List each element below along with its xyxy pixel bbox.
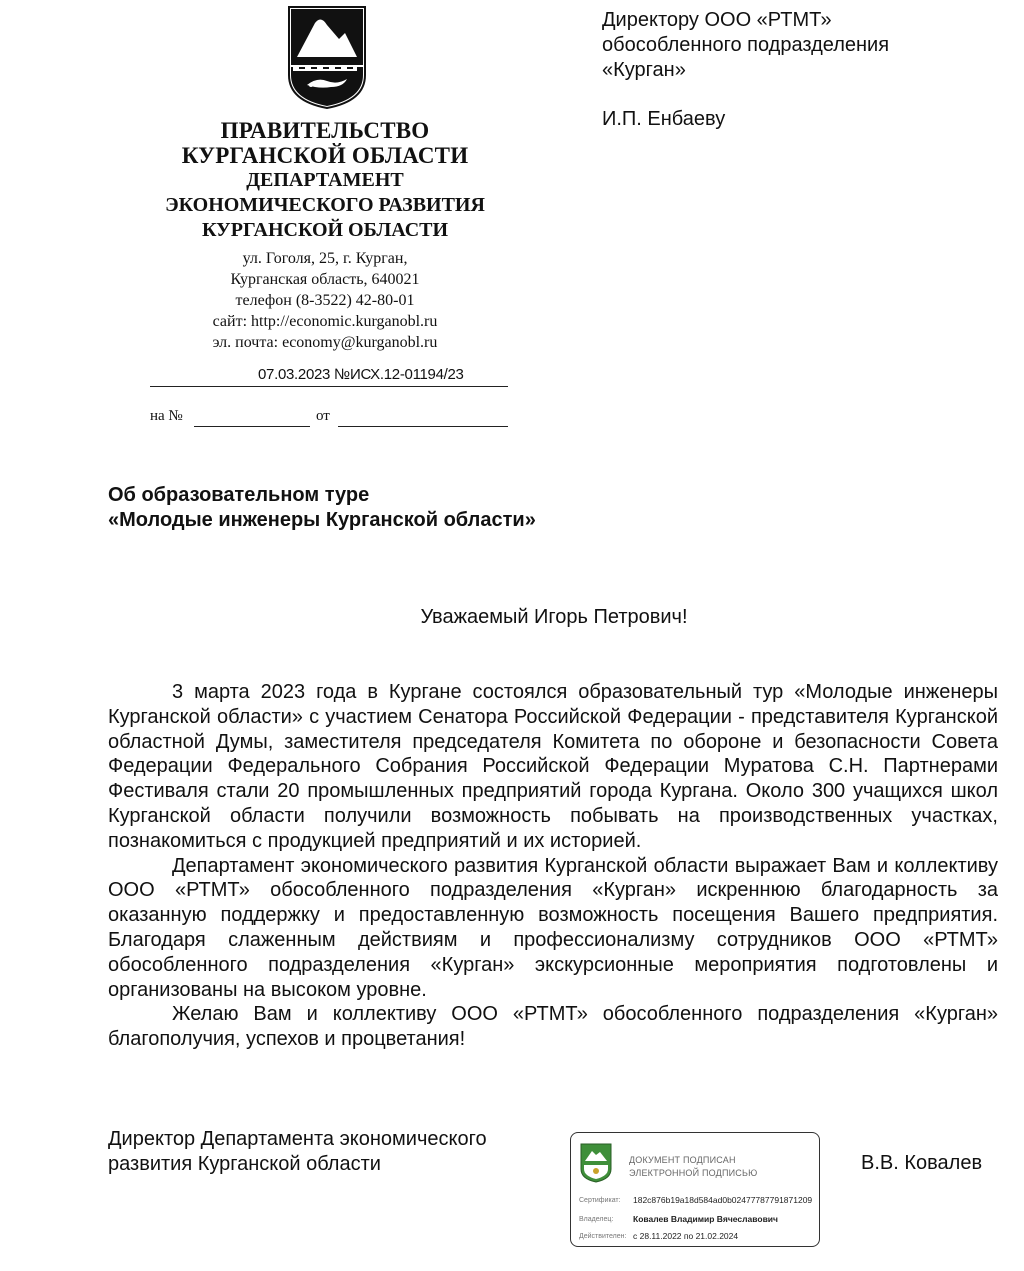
ref-number-label: на № bbox=[150, 408, 183, 424]
dept-name-line1: ДЕПАРТАМЕНТ bbox=[246, 169, 404, 191]
esig-owner-value: Ковалев Владимир Вячеславович bbox=[633, 1214, 778, 1224]
org-contacts bbox=[110, 248, 540, 353]
ref-date-blank bbox=[338, 426, 508, 427]
addressee-line1: Директору ООО «РТМТ» bbox=[602, 9, 832, 31]
org-name-line2: КУРГАНСКОЙ ОБЛАСТИ bbox=[181, 143, 469, 168]
address-line2: Курганская область, 640021 bbox=[230, 271, 420, 288]
esig-heading2: ЭЛЕКТРОННОЙ ПОДПИСЬЮ bbox=[629, 1168, 758, 1178]
registration-date: 07.03.2023 bbox=[258, 366, 331, 383]
body-paragraph-3: Желаю Вам и коллективу ООО «РТМТ» обособленного подразделения «Курган» благополучия, успехов и процветания! bbox=[108, 1003, 998, 1051]
esig-heading1: ДОКУМЕНТ ПОДПИСАН bbox=[629, 1155, 736, 1165]
esig-coat-of-arms-icon bbox=[580, 1143, 612, 1183]
esig-valid-value: с 28.11.2022 по 21.02.2024 bbox=[633, 1231, 739, 1241]
letter-body bbox=[108, 680, 998, 1052]
esig-cert-label: Сертификат: bbox=[579, 1197, 621, 1204]
email: эл. почта: economy@kurganobl.ru bbox=[212, 334, 438, 351]
esig-cert-value: 182c876b19a18d584ad0b02477787791871209 bbox=[633, 1195, 813, 1205]
registration-number: ИСХ.12-01194/23 bbox=[350, 366, 464, 383]
addressee-block bbox=[602, 8, 889, 83]
dept-name-line2: ЭКОНОМИЧЕСКОГО РАЗВИТИЯ bbox=[165, 194, 485, 216]
esig-owner-label: Владелец: bbox=[579, 1216, 614, 1223]
website: сайт: http://economic.kurganobl.ru bbox=[212, 313, 438, 330]
body-paragraph-1: 3 марта 2023 года в Кургане состоялся образовательный тур «Молодые инженеры Курганской области» с участием Сенатора Российской Федерации - представителя Курганской областной Думы, заместителя председателя Комитета по обороне и безопасности Совета Федерации Федерального Собрания Российской Федерации Муратова С.Н. Партнерами Фестиваля стали 20 промышленных предприятий города Кургана. Около 300 учащихся школ Курганской области получили возможность побывать на производственных участках, познакомиться с продукцией предприятий и их историей. bbox=[108, 681, 998, 852]
org-header bbox=[110, 118, 540, 243]
electronic-signature-stamp bbox=[570, 1132, 820, 1247]
salutation: Уважаемый Игорь Петрович! bbox=[420, 606, 688, 628]
addressee-line2: обособленного подразделения bbox=[602, 34, 890, 56]
dept-name-line3: КУРГАНСКОЙ ОБЛАСТИ bbox=[201, 219, 449, 241]
subject bbox=[108, 483, 536, 533]
reference-row bbox=[150, 406, 510, 428]
esig-valid-label: Действителен: bbox=[579, 1233, 627, 1240]
addressee-name: И.П. Енбаеву bbox=[602, 108, 726, 130]
signer-title-line1: Директор Департамента экономического bbox=[108, 1128, 487, 1150]
subject-line2: «Молодые инженеры Курганской области» bbox=[108, 509, 536, 531]
org-name-line1: ПРАВИТЕЛЬСТВО bbox=[220, 118, 430, 143]
signer-title-line2: развития Курганской области bbox=[108, 1153, 381, 1175]
signer-name: В.В. Ковалев bbox=[861, 1152, 983, 1174]
address-line1: ул. Гоголя, 25, г. Курган, bbox=[242, 250, 408, 267]
addressee-line3: «Курган» bbox=[602, 59, 686, 81]
coat-of-arms-icon bbox=[287, 5, 367, 110]
ref-number-blank bbox=[194, 426, 310, 427]
phone: телефон (8-3522) 42-80-01 bbox=[235, 292, 415, 309]
signer-title bbox=[108, 1127, 487, 1177]
subject-line1: Об образовательном туре bbox=[108, 484, 370, 506]
registration-number-label: № bbox=[334, 366, 351, 383]
body-paragraph-2: Департамент экономического развития Курганской области выражает Вам и коллективу ООО «РТМТ» обособленного подразделения «Курган» искреннюю благодарность за оказанную поддержку и предоставленную возможность посещения Вашего предприятия. Благодаря слаженным действиям и профессионализму сотрудников ООО «РТМТ» обособленного подразделения «Курган» экскурсионные мероприятия подготовлены и организованы на высоком уровне. bbox=[108, 854, 998, 1001]
ref-from-label: от bbox=[316, 408, 330, 424]
